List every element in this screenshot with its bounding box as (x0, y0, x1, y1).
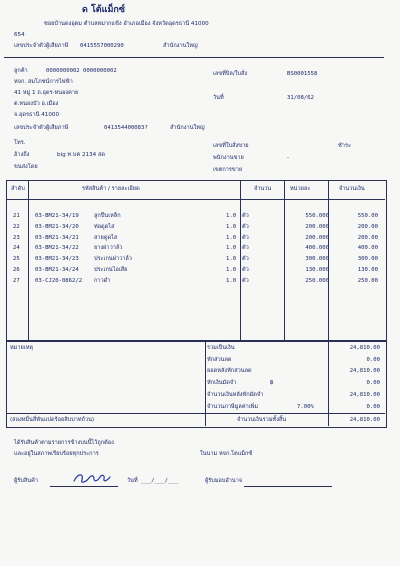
deposit-label: หักเงินมัดจำ (207, 380, 237, 386)
company-name: ด โต้แม็กซ์ (82, 5, 125, 15)
row-amount: 200.00 (357, 223, 378, 230)
vat-label: จำนวนภาษีมูลค่าเพิ่ม (207, 404, 259, 410)
row-code: 03-BM21-34/22 (35, 245, 79, 252)
row-unit: ตัว (242, 245, 249, 252)
received-note: ได้รับสินค้าตามรายการข้างบนนี้ไว้ถูกต้อง (14, 440, 114, 446)
row-price: 200.000 (305, 234, 329, 241)
customer-ship-label: ขนส่งโดย (14, 164, 38, 170)
grand-total-value: 24,810.00 (349, 417, 380, 423)
customer-ref-value: big ท.บค 2134 สด (57, 152, 106, 158)
row-no: 21 (13, 213, 20, 219)
row-amount: 550.00 (357, 213, 378, 219)
row-qty: 1.0 (226, 277, 237, 284)
table-row (6, 266, 385, 277)
row-code: 03-BM21-34/24 (35, 267, 79, 273)
deposit-value: 0.00 (366, 380, 380, 386)
deposit-currency: ฿ (270, 380, 274, 386)
table-row (6, 234, 385, 245)
row-price: 250.000 (305, 277, 329, 284)
customer-tax-id: 041354400083? (104, 125, 148, 131)
row-desc: ลูกปืนเหล็ก (94, 213, 121, 219)
row-code: 03-CJ20-0862/2 (35, 277, 83, 284)
row-price: 550.000 (305, 213, 329, 219)
doc-salesperson: - (287, 155, 290, 161)
doc-order-label: เลขที่ใบสั่งขาย (213, 143, 249, 149)
row-price: 400.000 (305, 245, 329, 252)
header-amount: จำนวนเงิน (339, 186, 365, 192)
after-discount-value: 24,810.00 (349, 368, 380, 374)
row-desc: ประเกนฝาวาล์ว (94, 256, 132, 263)
vat-rate: 7.00% (297, 404, 314, 410)
row-code: 03-BM21-34/20 (35, 223, 79, 230)
customer-code: 0000000002 0000000002 (46, 68, 117, 74)
header-no: ลำดับ (11, 186, 25, 192)
row-no: 26 (13, 267, 20, 273)
row-code: 03-BM21-34/23 (35, 256, 79, 263)
doc-salesperson-label: พนักงานขาย (213, 155, 244, 161)
doc-no-label: เลขที่บิล/ใบสั่ง (213, 71, 248, 77)
row-unit: ตัว (242, 234, 249, 241)
customer-addr3: จ.อุดรธานี 41000 (14, 112, 60, 118)
row-desc: ท่อดูดไส (94, 223, 115, 230)
footer-date-slashes: ___/___/___ (141, 478, 179, 484)
subtotal-label: รวมเป็นเงิน (207, 345, 235, 351)
company-address: ซอยบ้านดงอุดม ตำบลหมากแข้ง อำเภอเมือง จังหวัดอุดรธานี 41000 (44, 21, 209, 27)
row-desc: สายดูดไส (94, 234, 118, 241)
customer-name: หจก. สมโภชน์การไฟฟ้า (14, 79, 73, 85)
row-amount: 300.00 (357, 256, 378, 263)
doc-no: BS0001558 (287, 71, 318, 77)
authorized-signature-line (244, 486, 332, 487)
table-row (6, 223, 385, 234)
handwritten-signature (70, 470, 114, 486)
discount-value: 0.00 (366, 357, 380, 363)
receiver-signature-line (50, 486, 118, 487)
header-item: รหัสสินค้า / รายละเอียด (82, 186, 140, 192)
table-row (6, 212, 385, 223)
customer-phone-label: โทร. (14, 140, 26, 146)
row-qty: 1.0 (226, 267, 237, 273)
doc-date-label: วันที่ (213, 95, 224, 101)
row-unit: ตัว (242, 267, 249, 273)
row-price: 130.000 (305, 267, 329, 273)
row-unit: ตัว (242, 213, 249, 219)
row-code: 03-BM21-34/19 (35, 213, 79, 219)
row-qty: 1.0 (226, 245, 237, 252)
row-no: 24 (13, 245, 20, 252)
after-discount-label: ยอดหลังหักส่วนลด (207, 368, 252, 374)
table-row (6, 244, 385, 255)
remark-label: หมายเหตุ (10, 345, 34, 351)
company-taxid-label: เลขประจำตัวผู้เสียภาษี (14, 43, 69, 49)
received-note-2: และอยู่ในสภาพเรียบร้อยทุกประการ (14, 451, 99, 457)
authorized-label: ผู้รับมอบอำนาจ (205, 478, 243, 484)
row-no: 27 (13, 277, 20, 284)
row-qty: 1.0 (226, 234, 237, 241)
row-unit: ตัว (242, 277, 249, 284)
header-unit-price: หน่วยละ (290, 186, 311, 192)
customer-tax-label: เลขประจำตัวผู้เสียภาษี (14, 125, 69, 131)
company-branch: สำนักงานใหญ่ (163, 43, 198, 49)
row-code: 03-BM21-34/21 (35, 234, 79, 241)
row-unit: ตัว (242, 256, 249, 263)
header-divider (4, 57, 384, 58)
row-qty: 1.0 (226, 256, 237, 263)
row-desc: กาวดำ (94, 277, 111, 284)
customer-addr1: 41 หมู่ 1 ถ.อุดร-หนองคาย (14, 90, 79, 96)
discount-label: หักส่วนลด (207, 357, 232, 363)
totals-bottom-divider (6, 413, 385, 414)
row-qty: 1.0 (226, 213, 237, 219)
doc-credit-label: เขตการขาย (213, 167, 243, 173)
doc-date: 31/08/62 (287, 95, 314, 101)
table-row (6, 277, 385, 288)
receiver-label: ผู้รับสินค้า (14, 478, 38, 484)
subtotal-value: 24,810.00 (349, 345, 380, 351)
row-price: 200.000 (305, 223, 329, 230)
row-amount: 400.00 (357, 245, 378, 252)
vat-value: 0.00 (366, 404, 380, 410)
customer-addr2: ต.หนองบัว อ.เมือง (14, 101, 59, 107)
grand-total-label: จำนวนเงินรวมทั้งสิ้น (237, 417, 287, 423)
row-no: 23 (13, 234, 20, 241)
row-amount: 250.00 (357, 277, 378, 284)
header-qty: จำนวน (254, 186, 272, 192)
net-before-vat-value: 24,810.00 (349, 392, 380, 398)
row-desc: ยางฝาวาล์ว (94, 245, 123, 252)
row-desc: ประเกนไอเสีย (94, 267, 128, 273)
customer-branch: สำนักงานใหญ่ (170, 125, 205, 131)
row-amount: 130.00 (357, 267, 378, 273)
row-amount: 200.00 (357, 234, 378, 241)
net-before-vat-label: จำนวนเงินหลังหักมัดจำ (207, 392, 264, 398)
table-row (6, 255, 385, 266)
company-for: ในนาม หจก.โตแม็กซ์ (200, 451, 253, 457)
company-taxid: 0415557000290 (80, 43, 124, 49)
amount-in-words: (สองหมื่นสี่พันแปดร้อยสิบบาทถ้วน) (10, 417, 95, 423)
customer-ref-label: อ้างถึง (14, 152, 30, 158)
row-no: 25 (13, 256, 20, 263)
doc-terms-label: ชำระ (338, 143, 351, 149)
row-qty: 1.0 (226, 223, 237, 230)
row-no: 22 (13, 223, 20, 230)
customer-code-label: ลูกค้า (14, 68, 28, 74)
footer-date-label: วันที่ (127, 478, 138, 484)
row-price: 300.000 (305, 256, 329, 263)
row-unit: ตัว (242, 223, 249, 230)
company-phone: 654 (14, 32, 25, 38)
